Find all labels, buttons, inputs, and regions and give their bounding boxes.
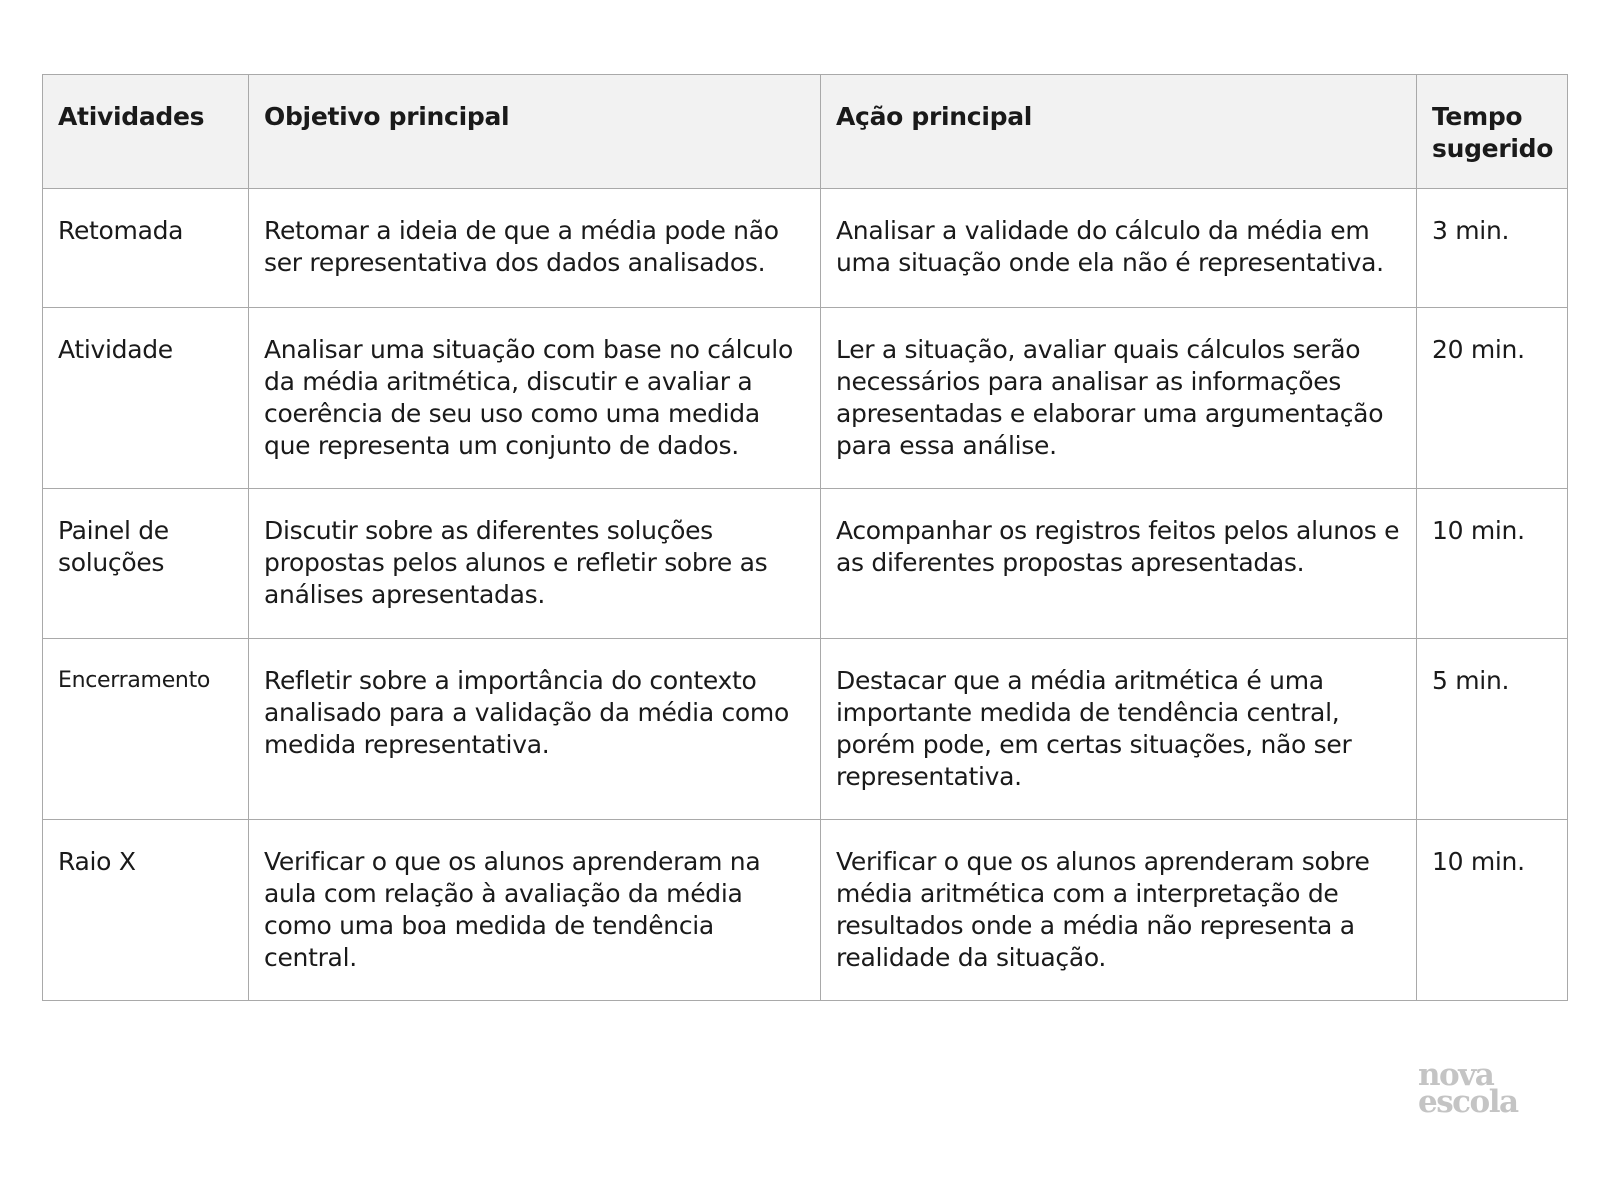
cell-tempo: 3 min.	[1417, 189, 1568, 308]
header-acao-principal: Ação principal	[821, 75, 1417, 189]
cell-objetivo: Discutir sobre as diferentes soluções propostas pelos alunos e refletir sobre as análises apresentadas.	[249, 489, 821, 639]
cell-acao: Destacar que a média aritmética é uma importante medida de tendência central, porém pode, em certas situações, não ser representativa.	[821, 639, 1417, 820]
cell-atividade: Encerramento	[43, 639, 249, 820]
cell-tempo: 10 min.	[1417, 820, 1568, 1001]
table-row	[43, 489, 1568, 639]
cell-acao: Ler a situação, avaliar quais cálculos serão necessários para analisar as informações apresentadas e elaborar uma argumentação para essa análise.	[821, 308, 1417, 489]
cell-atividade: Atividade	[43, 308, 249, 489]
cell-acao: Acompanhar os registros feitos pelos alunos e as diferentes propostas apresentadas.	[821, 489, 1417, 639]
cell-tempo: 20 min.	[1417, 308, 1568, 489]
lesson-plan-table	[42, 74, 1568, 1001]
cell-atividade: Raio X	[43, 820, 249, 1001]
cell-acao: Verificar o que os alunos aprenderam sobre média aritmética com a interpretação de resultados onde a média não representa a realidade da situação.	[821, 820, 1417, 1001]
cell-atividade: Painel de soluções	[43, 489, 249, 639]
cell-tempo: 5 min.	[1417, 639, 1568, 820]
table-row	[43, 308, 1568, 489]
header-tempo-sugerido: Tempo sugerido	[1417, 75, 1568, 189]
cell-atividade: Retomada	[43, 189, 249, 308]
header-row	[43, 75, 1568, 189]
nova-escola-logo	[1418, 1057, 1538, 1120]
table-body	[43, 189, 1568, 1001]
cell-tempo: 10 min.	[1417, 489, 1568, 639]
table-header	[43, 75, 1568, 189]
logo-line-escola: escola	[1418, 1084, 1518, 1120]
table-row	[43, 820, 1568, 1001]
header-objetivo-principal: Objetivo principal	[249, 75, 821, 189]
cell-objetivo: Verificar o que os alunos aprenderam na aula com relação à avaliação da média como uma boa medida de tendência central.	[249, 820, 821, 1001]
header-atividades: Atividades	[43, 75, 249, 189]
table-row	[43, 639, 1568, 820]
logo-line-nova: nova	[1418, 1057, 1494, 1093]
cell-objetivo: Refletir sobre a importância do contexto analisado para a validação da média como medida representativa.	[249, 639, 821, 820]
table-row	[43, 189, 1568, 308]
cell-acao: Analisar a validade do cálculo da média em uma situação onde ela não é representativa.	[821, 189, 1417, 308]
cell-objetivo: Retomar a ideia de que a média pode não ser representativa dos dados analisados.	[249, 189, 821, 308]
cell-objetivo: Analisar uma situação com base no cálculo da média aritmética, discutir e avaliar a coerência de seu uso como uma medida que representa um conjunto de dados.	[249, 308, 821, 489]
